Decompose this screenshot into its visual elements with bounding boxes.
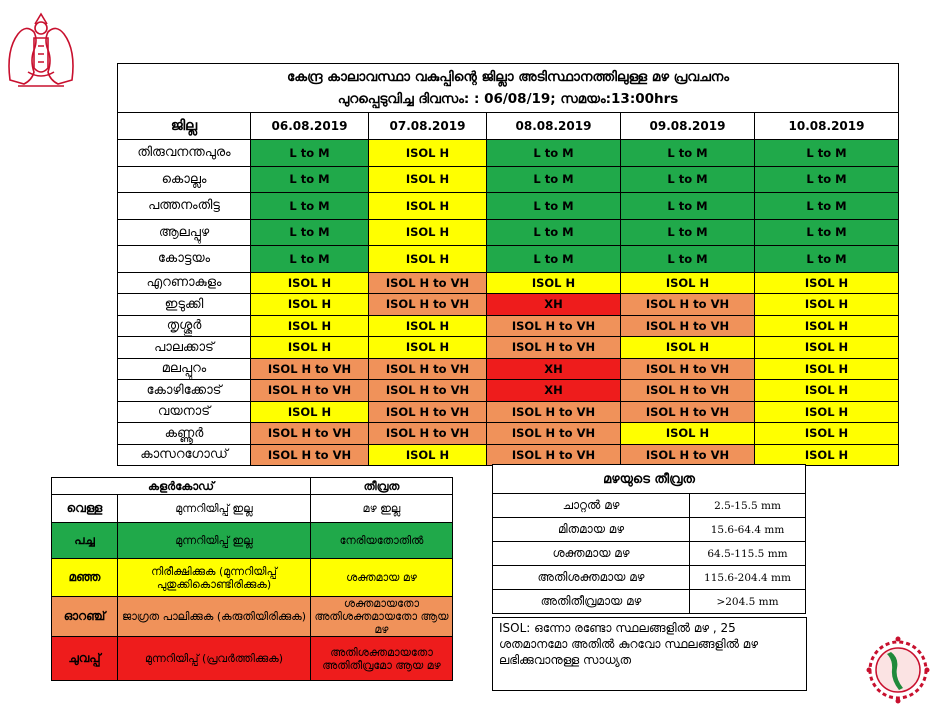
district-row bbox=[118, 401, 899, 423]
district-name: കൊല്ലം bbox=[118, 166, 251, 193]
forecast-cell: ISOL H bbox=[621, 337, 755, 359]
district-rainfall-forecast-table bbox=[117, 63, 899, 466]
intensity-range: >204.5 mm bbox=[690, 590, 806, 614]
district-name: പാലക്കാട് bbox=[118, 337, 251, 359]
district-row bbox=[118, 315, 899, 337]
district-row bbox=[118, 140, 899, 167]
district-row bbox=[118, 246, 899, 273]
district-column-header: ജില്ല bbox=[118, 113, 251, 140]
forecast-cell: ISOL H bbox=[755, 423, 899, 445]
forecast-cell: ISOL H bbox=[621, 272, 755, 294]
forecast-cell: L to M bbox=[487, 219, 621, 246]
intensity-label: മിതമായ മഴ bbox=[493, 518, 690, 542]
intensity-row bbox=[493, 566, 806, 590]
forecast-cell: ISOL H to VH bbox=[369, 294, 487, 316]
intensity-row bbox=[493, 494, 806, 518]
forecast-cell: L to M bbox=[621, 140, 755, 167]
rainfall-intensity-table bbox=[492, 464, 806, 614]
legend-intensity: ശക്തമായ മഴ bbox=[311, 559, 453, 597]
district-row bbox=[118, 294, 899, 316]
forecast-title bbox=[118, 64, 899, 113]
legend-color-name: പച്ച bbox=[52, 523, 118, 559]
forecast-cell: ISOL H to VH bbox=[251, 380, 369, 402]
intensity-row bbox=[493, 590, 806, 614]
legend-color-name: മഞ്ഞ bbox=[52, 559, 118, 597]
forecast-cell: ISOL H to VH bbox=[369, 380, 487, 402]
forecast-cell: ISOL H to VH bbox=[369, 401, 487, 423]
forecast-cell: ISOL H bbox=[621, 423, 755, 445]
district-row bbox=[118, 219, 899, 246]
forecast-cell: L to M bbox=[251, 193, 369, 220]
forecast-cell: L to M bbox=[251, 166, 369, 193]
intensity-label: അതിശക്തമായ മഴ bbox=[493, 566, 690, 590]
intensity-range: 64.5-115.5 mm bbox=[690, 542, 806, 566]
date-column-header: 07.08.2019 bbox=[369, 113, 487, 140]
forecast-cell: ISOL H bbox=[369, 444, 487, 466]
legend-row bbox=[52, 637, 453, 681]
intensity-label: ചാറ്റൽ മഴ bbox=[493, 494, 690, 518]
forecast-cell: L to M bbox=[621, 193, 755, 220]
forecast-cell: L to M bbox=[621, 166, 755, 193]
district-row bbox=[118, 358, 899, 380]
forecast-cell: L to M bbox=[621, 246, 755, 273]
intensity-body bbox=[493, 494, 806, 614]
forecast-cell: ISOL H to VH bbox=[369, 272, 487, 294]
legend-row bbox=[52, 559, 453, 597]
date-column-header: 08.08.2019 bbox=[487, 113, 621, 140]
forecast-cell: ISOL H to VH bbox=[487, 315, 621, 337]
forecast-cell: ISOL H bbox=[755, 401, 899, 423]
district-row bbox=[118, 166, 899, 193]
forecast-cell: ISOL H bbox=[369, 166, 487, 193]
forecast-cell: ISOL H bbox=[755, 444, 899, 466]
forecast-cell: XH bbox=[487, 380, 621, 402]
district-name: കോഴിക്കോട് bbox=[118, 380, 251, 402]
forecast-title-line1: കേന്ദ്ര കാലാവസ്ഥാ വകുപ്പിന്റെ ജില്ലാ അടിസ്ഥാനത്തിലുള്ള മഴ പ്രവചനം bbox=[287, 69, 729, 85]
legend-warning: മുന്നറിയിപ്പ് ഇല്ല bbox=[118, 523, 311, 559]
forecast-cell: ISOL H bbox=[755, 358, 899, 380]
legend-warning: നിരീക്ഷിക്കുക (മുന്നറിയിപ്പ് പുതുക്കികൊണ്ടിരിക്കുക) bbox=[118, 559, 311, 597]
forecast-cell: ISOL H bbox=[251, 315, 369, 337]
legend-color-name: ഓറഞ്ച് bbox=[52, 597, 118, 637]
forecast-cell: ISOL H bbox=[369, 219, 487, 246]
forecast-cell: ISOL H bbox=[369, 315, 487, 337]
legend-warning: മുന്നറിയിപ്പ് ഇല്ല bbox=[118, 495, 311, 523]
forecast-cell: L to M bbox=[755, 140, 899, 167]
forecast-cell: L to M bbox=[487, 140, 621, 167]
legend-color-name: വെള്ള bbox=[52, 495, 118, 523]
legend-warning: ജാഗ്രത പാലിക്കുക (കരുതിയിരിക്കുക) bbox=[118, 597, 311, 637]
district-row bbox=[118, 337, 899, 359]
forecast-cell: ISOL H bbox=[251, 272, 369, 294]
intensity-label: ശക്തമായ മഴ bbox=[493, 542, 690, 566]
district-name: ഇടുക്കി bbox=[118, 294, 251, 316]
forecast-cell: ISOL H to VH bbox=[251, 358, 369, 380]
forecast-cell: ISOL H to VH bbox=[621, 401, 755, 423]
intensity-table-title: മഴയുടെ തീവ്രത bbox=[493, 465, 806, 494]
forecast-cell: L to M bbox=[251, 140, 369, 167]
color-code-legend-table bbox=[51, 477, 453, 681]
forecast-cell: ISOL H bbox=[755, 272, 899, 294]
forecast-cell: ISOL H bbox=[251, 337, 369, 359]
legend-row bbox=[52, 597, 453, 637]
intensity-range: 15.6-64.4 mm bbox=[690, 518, 806, 542]
district-row bbox=[118, 272, 899, 294]
forecast-cell: ISOL H bbox=[755, 380, 899, 402]
forecast-cell: ISOL H bbox=[755, 337, 899, 359]
forecast-cell: L to M bbox=[487, 246, 621, 273]
forecast-cell: ISOL H to VH bbox=[621, 294, 755, 316]
district-name: കാസറഗോഡ് bbox=[118, 444, 251, 466]
forecast-cell: ISOL H bbox=[251, 294, 369, 316]
forecast-cell: L to M bbox=[487, 193, 621, 220]
district-name: ആലപ്പുഴ bbox=[118, 219, 251, 246]
date-column-header: 09.08.2019 bbox=[621, 113, 755, 140]
forecast-cell: L to M bbox=[755, 219, 899, 246]
forecast-cell: L to M bbox=[251, 219, 369, 246]
forecast-cell: ISOL H bbox=[755, 294, 899, 316]
intensity-row bbox=[493, 542, 806, 566]
district-name: എറണാകുളം bbox=[118, 272, 251, 294]
district-name: മലപ്പുറം bbox=[118, 358, 251, 380]
forecast-cell: ISOL H to VH bbox=[487, 444, 621, 466]
forecast-cell: L to M bbox=[755, 166, 899, 193]
forecast-cell: ISOL H to VH bbox=[251, 444, 369, 466]
forecast-cell: L to M bbox=[755, 246, 899, 273]
legend-row bbox=[52, 495, 453, 523]
forecast-cell: ISOL H to VH bbox=[369, 423, 487, 445]
forecast-cell: ISOL H to VH bbox=[621, 315, 755, 337]
forecast-cell: ISOL H to VH bbox=[621, 380, 755, 402]
intensity-row bbox=[493, 518, 806, 542]
legend-intensity-header: തീവ്രത bbox=[311, 478, 453, 495]
district-row bbox=[118, 380, 899, 402]
forecast-cell: ISOL H to VH bbox=[369, 358, 487, 380]
legend-warning: മുന്നറിയിപ്പ് (പ്രവർത്തിക്കുക) bbox=[118, 637, 311, 681]
forecast-cell: XH bbox=[487, 294, 621, 316]
date-column-header: 06.08.2019 bbox=[251, 113, 369, 140]
legend-colorcode-header: കളർകോഡ് bbox=[52, 478, 311, 495]
district-name: കോട്ടയം bbox=[118, 246, 251, 273]
forecast-cell: ISOL H to VH bbox=[487, 423, 621, 445]
forecast-cell: ISOL H to VH bbox=[487, 337, 621, 359]
forecast-cell: ISOL H to VH bbox=[621, 358, 755, 380]
isol-definition-note: ISOL: ഒന്നോ രണ്ടോ സ്ഥലങ്ങളിൽ മഴ , 25 ശതമാനമോ അതിൽ കുറവോ സ്ഥലങ്ങളിൽ മഴ ലഭിക്കുവാനുള്ള സാധ്യത bbox=[492, 617, 807, 691]
forecast-cell: ISOL H to VH bbox=[621, 444, 755, 466]
legend-intensity: മഴ ഇല്ല bbox=[311, 495, 453, 523]
forecast-body bbox=[118, 140, 899, 466]
forecast-cell: ISOL H bbox=[369, 193, 487, 220]
district-name: പത്തനംതിട്ട bbox=[118, 193, 251, 220]
forecast-header-row bbox=[118, 113, 899, 140]
forecast-issue-time: പുറപ്പെടുവിച്ച ദിവസം: : 06/08/19; സമയം:13:00hrs bbox=[337, 91, 679, 107]
forecast-cell: ISOL H bbox=[369, 337, 487, 359]
legend-intensity: നേരിയതോതിൽ bbox=[311, 523, 453, 559]
district-name: തിരുവനന്തപുരം bbox=[118, 140, 251, 167]
forecast-cell: ISOL H bbox=[251, 401, 369, 423]
forecast-cell: XH bbox=[487, 358, 621, 380]
forecast-cell: ISOL H bbox=[755, 315, 899, 337]
legend-row bbox=[52, 523, 453, 559]
intensity-label: അതിതീവ്രമായ മഴ bbox=[493, 590, 690, 614]
district-row bbox=[118, 193, 899, 220]
district-name: തൃശ്ശൂർ bbox=[118, 315, 251, 337]
district-name: കണ്ണൂർ bbox=[118, 423, 251, 445]
intensity-range: 115.6-204.4 mm bbox=[690, 566, 806, 590]
district-row bbox=[118, 423, 899, 445]
intensity-range: 2.5-15.5 mm bbox=[690, 494, 806, 518]
forecast-cell: ISOL H to VH bbox=[251, 423, 369, 445]
legend-intensity: ശക്തമായതോ അതിശക്തമായതോ ആയ മഴ bbox=[311, 597, 453, 637]
forecast-cell: L to M bbox=[251, 246, 369, 273]
legend-color-name: ചുവപ്പ് bbox=[52, 637, 118, 681]
forecast-cell: ISOL H bbox=[369, 140, 487, 167]
forecast-cell: ISOL H bbox=[369, 246, 487, 273]
forecast-cell: ISOL H bbox=[487, 272, 621, 294]
kerala-state-emblem-icon bbox=[4, 10, 78, 94]
district-row bbox=[118, 444, 899, 466]
disaster-management-logo-icon bbox=[865, 632, 931, 708]
forecast-cell: L to M bbox=[487, 166, 621, 193]
forecast-cell: ISOL H to VH bbox=[487, 401, 621, 423]
forecast-cell: L to M bbox=[755, 193, 899, 220]
district-name: വയനാട് bbox=[118, 401, 251, 423]
legend-body bbox=[52, 495, 453, 681]
legend-intensity: അതിശക്തമായതോ അതിതീവ്രമോ ആയ മഴ bbox=[311, 637, 453, 681]
forecast-cell: L to M bbox=[621, 219, 755, 246]
date-column-header: 10.08.2019 bbox=[755, 113, 899, 140]
